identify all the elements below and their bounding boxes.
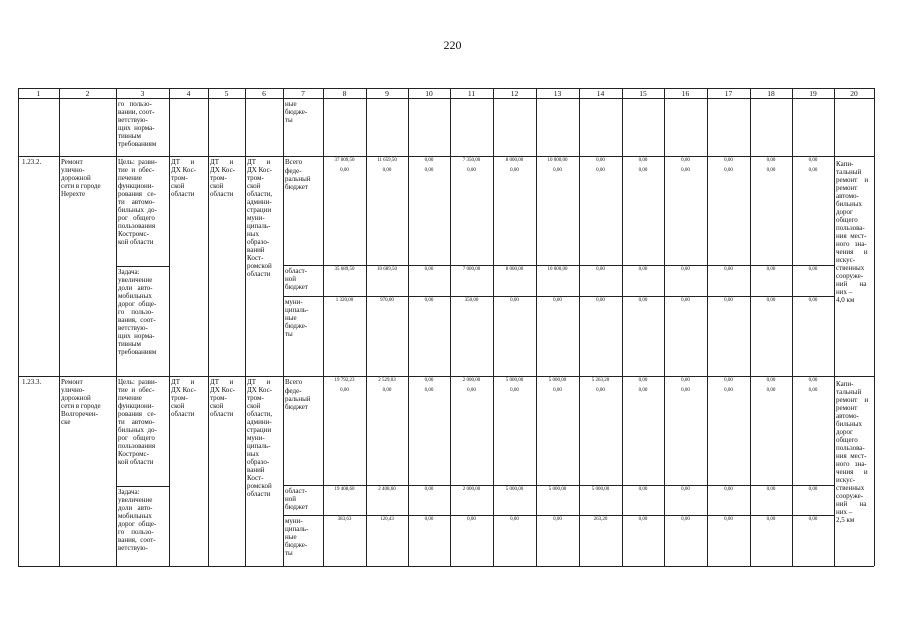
- value-cell: 0,00: [681, 378, 690, 383]
- value-cell: 7 350,00: [462, 158, 481, 163]
- value-cell: 0,00: [638, 517, 648, 522]
- row-goal: Цель: разви- тие и обес- печение функциони- рования се- ти автомо- бильных до- рог общего пользования Костромс- кой области: [118, 378, 158, 466]
- value-cell: 0,00: [596, 158, 605, 163]
- value-cell: 10 689,50: [377, 267, 397, 272]
- continuation-source: ные бюдже- ты: [285, 100, 308, 124]
- header-cell: 11: [467, 89, 476, 98]
- value-cell: 11 659,50: [377, 158, 397, 163]
- value-cell: 0,00: [808, 298, 818, 303]
- col-rule: [169, 88, 170, 566]
- value-cell: 0,00: [638, 388, 648, 393]
- value-cell: 383,63: [337, 517, 352, 522]
- value-cell: 2 000,00: [462, 487, 481, 492]
- value-cell: 0,00: [553, 517, 562, 522]
- value-cell: 0,00: [766, 267, 776, 272]
- header-cell: 20: [850, 89, 858, 98]
- header-cell: 10: [425, 89, 433, 98]
- value-cell: 19 408,60: [334, 487, 355, 492]
- value-cell: 0,00: [638, 487, 648, 492]
- col-rule: [116, 88, 117, 566]
- value-cell: 0,00: [766, 487, 776, 492]
- header-cell: 15: [639, 89, 647, 98]
- value-cell: 0,00: [382, 388, 392, 393]
- funding-source: муни- ципаль- ные бюдже- ты: [285, 517, 309, 557]
- row-executor: ДТ и ДХ Кос- тром- ской области: [210, 378, 236, 418]
- value-cell: 120,43: [380, 517, 394, 522]
- header-cell: 18: [767, 89, 775, 98]
- value-cell: 0,00: [808, 388, 818, 393]
- value-cell: 5 000,00: [548, 487, 567, 492]
- value-cell: 0,00: [681, 298, 690, 303]
- funding-source: област- ной бюджет: [285, 267, 308, 291]
- rule-row-2: [18, 376, 874, 377]
- value-cell: 8 000,00: [505, 158, 524, 163]
- rule-header: [18, 98, 874, 99]
- value-cell: 0,00: [510, 517, 519, 522]
- value-cell: 5 000,00: [505, 378, 524, 383]
- value-cell: 0,00: [681, 517, 690, 522]
- value-cell: 0,00: [681, 388, 690, 393]
- row-executor: ДТ и ДХ Кос- тром- ской области: [171, 158, 197, 198]
- col-rule: [59, 88, 60, 566]
- rule-bottom: [18, 566, 874, 567]
- row-name: Ремонт улично- дорожной сети в городе Волгоречен- ске: [61, 378, 101, 426]
- value-cell: 0,00: [467, 517, 476, 522]
- col-rule: [208, 88, 209, 566]
- header-cell: 17: [724, 89, 733, 98]
- value-cell: 0,00: [424, 158, 434, 163]
- row-goal: Цель: разви- тие и обес- печение функциони- рования се- ти автомо- бильных до- рог общего пользования Костромс- кой области: [118, 158, 158, 246]
- funding-source: област- ной бюджет: [285, 487, 308, 511]
- value-cell: 2 529,03: [378, 378, 396, 383]
- header-cell: 16: [681, 89, 690, 98]
- continuation-purpose: го пользо- вании, соот- ветствую- щих норма- тивным требованиям: [118, 100, 157, 148]
- funding-source: феде- ральный бюджет: [285, 387, 311, 411]
- value-cell: 0,00: [596, 267, 605, 272]
- row-code: 1.23.2.: [22, 158, 42, 166]
- value-cell: 0,00: [766, 517, 776, 522]
- col-rule: [834, 88, 835, 566]
- rule-goal-task-1: [116, 266, 169, 267]
- value-cell: 0,00: [724, 388, 733, 393]
- row-task: Задача: увеличение доли авто- мобильных дорог обще- го пользо- вания, соот- ветствую- щих норма- тивным требованиям: [118, 268, 157, 356]
- value-cell: 0,00: [596, 168, 605, 173]
- value-cell: 0,00: [553, 298, 562, 303]
- row-executor: ДТ и ДХ Кос- тром- ской области, админи- страции муни- ципаль- ных образо- ваний Кост- ромской области: [247, 158, 273, 278]
- value-cell: 263,20: [593, 517, 608, 522]
- row-code: 1.23.3.: [22, 378, 42, 386]
- header-cell: 8: [342, 89, 347, 98]
- value-cell: 5 263,20: [591, 378, 610, 383]
- value-cell: 0,00: [808, 267, 818, 272]
- header-cell: 2: [85, 89, 90, 98]
- value-cell: 0,00: [510, 168, 519, 173]
- value-cell: 0,00: [424, 168, 434, 173]
- value-cell: 0,00: [510, 388, 519, 393]
- value-cell: 0,00: [553, 168, 562, 173]
- rule-row-1: [18, 156, 874, 157]
- value-cell: 0,00: [424, 298, 434, 303]
- header-cell: 1: [36, 89, 41, 98]
- value-cell: 0,00: [724, 298, 733, 303]
- header-cell: 5: [224, 89, 229, 98]
- value-cell: 19 792,23: [334, 378, 355, 383]
- value-cell: 0,00: [766, 158, 776, 163]
- rule-goal-task-2: [116, 486, 169, 487]
- row-result: Капи- тальный ремонт и ремонт автомо- бильных дорог общего пользова- ния мест- ного зна- чения и искус- ственных сооруже- ний на них – 4,0 км: [836, 160, 869, 304]
- value-cell: 0,00: [681, 487, 690, 492]
- row-result: Капи- тальный ремонт и ремонт автомо- бильных дорог общего пользова- ния мест- ного зна- чения и искус- ственных сооруже- ний на них – 2,5 км: [836, 380, 869, 524]
- value-cell: 0,00: [638, 158, 648, 163]
- funding-source: феде- ральный бюджет: [285, 167, 311, 191]
- funding-source: муни- ципаль- ные бюдже- ты: [285, 298, 309, 338]
- header-cell: 19: [809, 89, 817, 98]
- value-cell: 0,00: [808, 487, 818, 492]
- value-cell: 0,00: [553, 388, 562, 393]
- value-cell: 0,00: [424, 267, 434, 272]
- value-cell: 0,00: [766, 378, 776, 383]
- header-cell: 12: [510, 89, 519, 98]
- header-cell: 7: [301, 89, 305, 98]
- value-cell: 0,00: [681, 158, 690, 163]
- value-cell: 5 000,00: [548, 378, 567, 383]
- value-cell: 0,00: [724, 168, 733, 173]
- header-cell: 13: [553, 89, 562, 98]
- value-cell: 10 000,00: [547, 267, 568, 272]
- value-cell: 0,00: [424, 517, 434, 522]
- value-cell: 8 000,00: [505, 267, 524, 272]
- value-cell: 5 000,00: [591, 487, 610, 492]
- col-rule: [18, 88, 19, 566]
- value-cell: 0,00: [638, 267, 648, 272]
- value-cell: 0,00: [382, 168, 392, 173]
- row-executor: ДТ и ДХ Кос- тром- ской области: [210, 158, 236, 198]
- value-cell: 0,00: [340, 168, 349, 173]
- value-cell: 37 009,50: [334, 158, 355, 163]
- header-cell: 6: [262, 89, 266, 98]
- value-cell: 0,00: [766, 388, 776, 393]
- value-cell: 35 689,50: [334, 267, 355, 272]
- value-cell: 0,00: [724, 267, 733, 272]
- funding-source: Всего: [285, 378, 303, 386]
- value-cell: 10 000,00: [547, 158, 568, 163]
- value-cell: 0,00: [724, 158, 733, 163]
- value-cell: 0,00: [424, 378, 434, 383]
- value-cell: 2 408,60: [378, 487, 396, 492]
- value-cell: 970,00: [380, 298, 394, 303]
- value-cell: 0,00: [724, 487, 733, 492]
- value-cell: 7 000,00: [462, 267, 481, 272]
- value-cell: 0,00: [766, 168, 776, 173]
- value-cell: 0,00: [424, 388, 434, 393]
- value-cell: 0,00: [681, 168, 690, 173]
- value-cell: 0,00: [424, 487, 434, 492]
- value-cell: 0,00: [638, 298, 648, 303]
- funding-source: Всего: [285, 158, 303, 166]
- value-cell: 0,00: [510, 298, 519, 303]
- row-executor: ДТ и ДХ Кос- тром- ской области: [171, 378, 197, 418]
- value-cell: 0,00: [808, 517, 818, 522]
- value-cell: 0,00: [681, 267, 690, 272]
- col-rule: [874, 88, 875, 566]
- value-cell: 0,00: [724, 517, 733, 522]
- value-cell: 0,00: [467, 168, 476, 173]
- col-rule: [283, 88, 284, 566]
- header-cell: 9: [385, 89, 389, 98]
- value-cell: 0,00: [596, 388, 605, 393]
- row-executor: ДТ и ДХ Кос- тром- ской области, админи- страции муни- ципаль- ных образо- ваний Кост- ромской области: [247, 378, 273, 498]
- header-cell: 3: [140, 89, 145, 98]
- header-cell: 14: [596, 89, 605, 98]
- value-cell: 1 320,00: [335, 298, 354, 303]
- value-cell: 0,00: [808, 158, 818, 163]
- value-cell: 5 000,00: [505, 487, 524, 492]
- header-cell: 4: [186, 89, 191, 98]
- value-cell: 0,00: [596, 298, 605, 303]
- value-cell: 0,00: [808, 168, 818, 173]
- value-cell: 0,00: [638, 168, 648, 173]
- value-cell: 0,00: [340, 388, 349, 393]
- value-cell: 0,00: [638, 378, 648, 383]
- value-cell: 350,00: [464, 298, 479, 303]
- row-task: Задача: увеличение доли авто- мобильных дорог обще- го пользо- вания, соот- ветствую-: [118, 488, 157, 552]
- row-name: Ремонт улично- дорожной сети в городе Нерехте: [61, 158, 101, 198]
- value-cell: 0,00: [724, 378, 733, 383]
- value-cell: 0,00: [808, 378, 818, 383]
- value-cell: 2 000,00: [462, 378, 481, 383]
- page-number: 220: [443, 38, 462, 52]
- col-rule: [245, 88, 246, 566]
- value-cell: 0,00: [766, 298, 776, 303]
- value-cell: 0,00: [467, 388, 476, 393]
